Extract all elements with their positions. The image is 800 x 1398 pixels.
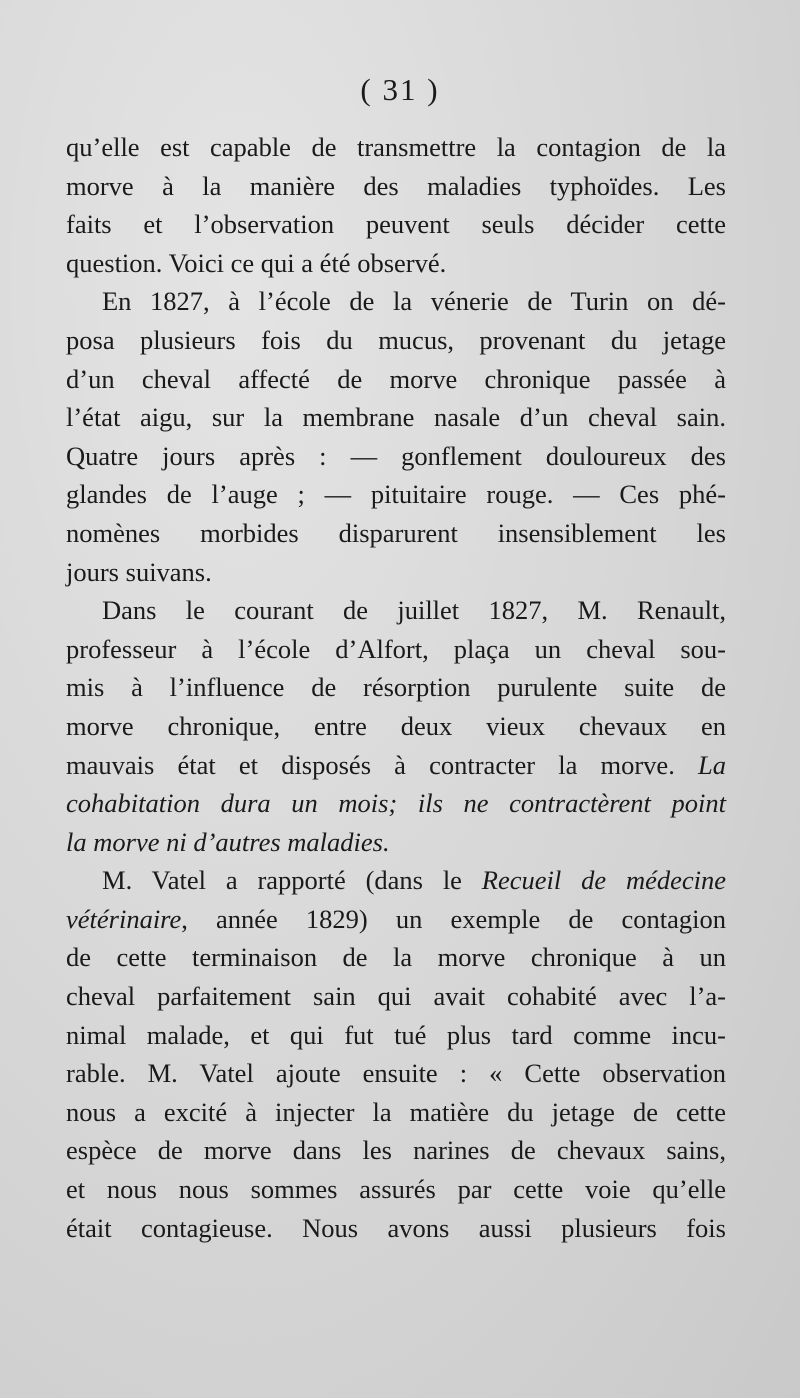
text-line	[66, 1131, 726, 1170]
line-text: de cette terminaison de la morve chronique à un	[66, 942, 726, 973]
line-text: nomènes morbides disparurent insensiblement les	[66, 517, 726, 548]
text-line	[66, 475, 726, 514]
body-text	[66, 128, 726, 1247]
line-text: était contagieuse. Nous avons aussi plusieurs fois	[66, 1212, 726, 1243]
text-line	[66, 591, 726, 630]
line-text: rable. M. Vatel ajoute ensuite : « Cette observation	[66, 1058, 726, 1089]
line-text: cheval parfaitement sain qui avait cohabité avec l’a-	[66, 981, 726, 1012]
line-text: Dans le courant de juillet 1827, M. Renault,	[102, 595, 726, 626]
line-text: , année 1829) un exemple de contagion	[181, 903, 726, 934]
line-text: M. Vatel a rapporté (dans le	[102, 865, 482, 896]
line-text: question. Voici ce qui a été observé.	[66, 247, 447, 278]
text-line	[66, 900, 726, 939]
text-line	[66, 514, 726, 553]
line-text: En 1827, à l’école de la vénerie de Turin on dé-	[102, 286, 726, 317]
line-text: l’état aigu, sur la membrane nasale d’un cheval sain.	[66, 402, 726, 433]
line-text: glandes de l’auge ; — pituitaire rouge. — Ces phé-	[66, 479, 726, 510]
text-line	[66, 861, 726, 900]
line-text: d’un cheval affecté de morve chronique passée à	[66, 363, 726, 394]
text-line	[66, 1054, 726, 1093]
line-text: mis à l’influence de résorption purulente suite de	[66, 672, 726, 703]
text-line	[66, 128, 726, 167]
text-line	[66, 707, 726, 746]
text-line	[66, 784, 726, 823]
line-text: nimal malade, et qui fut tué plus tard comme incu-	[66, 1019, 726, 1050]
line-text: qu’elle est capable de transmettre la contagion de la	[66, 132, 726, 162]
line-text: et nous nous sommes assurés par cette voie qu’elle	[66, 1174, 726, 1205]
italic-text: cohabitation dura un mois; ils ne contractèrent point	[66, 788, 726, 819]
text-line	[66, 938, 726, 977]
line-text: posa plusieurs fois du mucus, provenant du jetage	[66, 324, 726, 355]
line-text: nous a excité à injecter la matière du jetage de cette	[66, 1096, 726, 1127]
text-line	[66, 1170, 726, 1209]
italic-text: Recueil de médecine	[481, 865, 726, 896]
italic-text: La	[698, 749, 726, 780]
text-line	[66, 360, 726, 399]
text-line	[66, 823, 726, 862]
text-line	[66, 977, 726, 1016]
line-text: jours suivans.	[66, 556, 212, 587]
text-line	[66, 282, 726, 321]
italic-text: vétérinaire	[66, 903, 182, 934]
text-line	[66, 746, 726, 785]
text-line	[66, 321, 726, 360]
line-text: espèce de morve dans les narines de chevaux sains,	[66, 1135, 726, 1166]
line-text: morve chronique, entre deux vieux chevaux en	[66, 710, 726, 741]
line-text: professeur à l’école d’Alfort, plaça un cheval sou-	[66, 633, 726, 664]
text-line	[66, 630, 726, 669]
text-line	[66, 668, 726, 707]
line-text: mauvais état et disposés à contracter la morve.	[66, 749, 675, 780]
line-text: Quatre jours après : — gonflement douloureux des	[66, 440, 726, 471]
text-line	[66, 167, 726, 206]
text-line	[66, 1209, 726, 1248]
text-line	[66, 398, 726, 437]
line-text: morve à la manière des maladies typhoïdes. Les	[66, 170, 726, 201]
line-text: faits et l’observation peuvent seuls décider cette	[66, 209, 726, 240]
italic-text: la morve ni d’autres maladies.	[66, 826, 390, 857]
text-line	[66, 244, 726, 283]
text-line	[66, 553, 726, 592]
text-line	[66, 437, 726, 476]
text-line	[66, 205, 726, 244]
text-line	[66, 1016, 726, 1055]
text-line	[66, 1093, 726, 1132]
page-number: ( 31 )	[360, 72, 440, 107]
